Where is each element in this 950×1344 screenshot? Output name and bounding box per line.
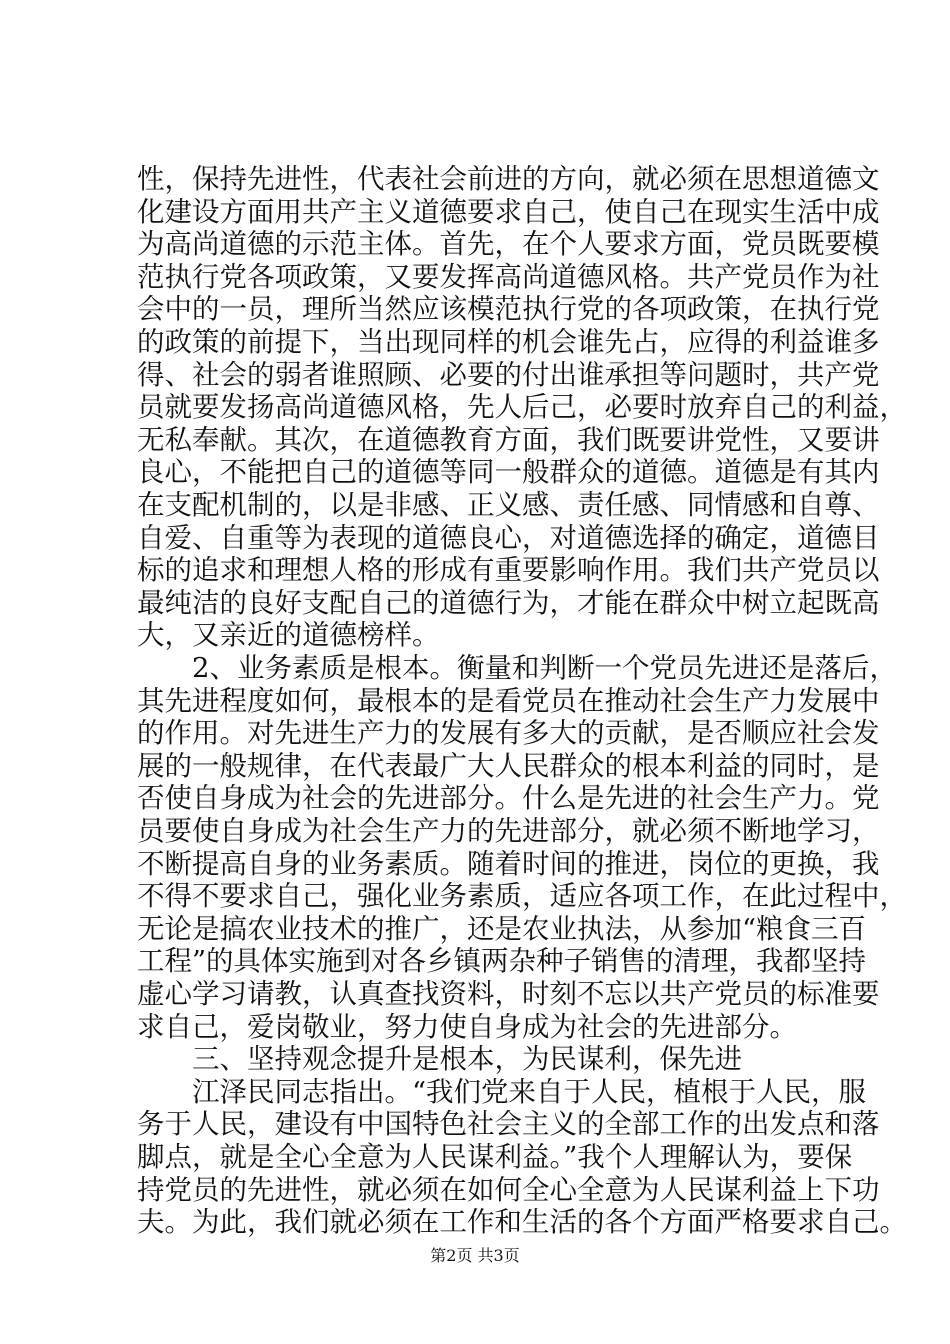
text-line: 否使自身成为社会的先进部分。什么是先进的社会生产力。党: [137, 782, 880, 815]
text-line: 夫。为此，我们就必须在工作和生活的各个方面严格要求自己。: [137, 1206, 907, 1239]
text-line: 范执行党各项政策，又要发挥高尚道德风格。共产党员作为社: [137, 260, 880, 293]
section-heading: 三、坚持观念提升是根本，为民谋利，保先进: [137, 1043, 742, 1076]
text-line: 脚点，就是全心全意为人民谋利益。”我个人理解认为，要保: [137, 1141, 853, 1173]
text-line: 自爱、自重等为表现的道德良心，对道德选择的确定，道德目: [137, 521, 880, 554]
text-line: 为高尚道德的示范主体。首先，在个人要求方面，党员既要模: [137, 228, 880, 261]
text-line: 员要使自身成为社会生产力的先进部分，就必须不断地学习，: [137, 815, 880, 847]
text-line: 标的追求和理想人格的形成有重要影响作用。我们共产党员以: [137, 554, 880, 587]
text-line: 持党员的先进性，就必须在如何全心全意为人民谋利益上下功: [137, 1173, 880, 1206]
page-footer: 第2页 共3页: [430, 1246, 520, 1265]
text-line: 虚心学习请教，认真查找资料，时刻不忘以共产党员的标准要: [137, 978, 880, 1010]
text-line: 其先进程度如何，最根本的是看党员在推动社会生产力发展中: [137, 684, 880, 717]
text-line: 工程”的具体实施到对各乡镇两杂种子销售的清理，我都坚持: [137, 945, 867, 978]
text-line: 会中的一员，理所当然应该模范执行党的各项政策，在执行党: [137, 293, 880, 326]
text-line: 最纯洁的良好支配自己的道德行为，才能在群众中树立起既高: [137, 586, 880, 619]
text-line: 不断提高自身的业务素质。随着时间的推进，岗位的更换，我: [137, 847, 880, 880]
text-line: 得、社会的弱者谁照顾、必要的付出谁承担等问题时，共产党: [137, 358, 880, 391]
text-line: 在支配机制的，以是非感、正义感、责任感、同情感和自尊、: [137, 489, 880, 521]
text-line: 员就要发扬高尚道德风格，先人后己，必要时放弃自己的利益，: [137, 391, 907, 424]
text-line: 无论是搞农业技术的推广，还是农业执法，从参加“粮食三百: [137, 912, 867, 945]
text-line: 江泽民同志指出。“我们党来自于人民，植根于人民，服: [137, 1075, 867, 1108]
text-line: 性，保持先进性，代表社会前进的方向，就必须在思想道德文: [137, 163, 880, 195]
text-line: 2、业务素质是根本。衡量和判断一个党员先进还是落后，: [137, 652, 897, 684]
text-line: 求自己，爱岗敬业，努力使自身成为社会的先进部分。: [137, 1010, 797, 1043]
text-line: 大，又亲近的道德榜样。: [137, 619, 440, 652]
text-line: 务于人民，建设有中国特色社会主义的全部工作的出发点和落: [137, 1108, 880, 1141]
text-line: 不得不要求自己，强化业务素质，适应各项工作，在此过程中，: [137, 880, 907, 913]
text-line: 的作用。对先进生产力的发展有多大的贡献，是否顺应社会发: [137, 717, 880, 750]
text-line: 化建设方面用共产主义道德要求自己，使自己在现实生活中成: [137, 195, 880, 228]
text-line: 无私奉献。其次，在道德教育方面，我们既要讲党性，又要讲: [137, 423, 880, 456]
text-line: 良心，不能把自己的道德等同一般群众的道德。道德是有其内: [137, 456, 880, 489]
text-line: 展的一般规律，在代表最广大人民群众的根本利益的同时，是: [137, 749, 880, 782]
text-line: 的政策的前提下，当出现同样的机会谁先占，应得的利益谁多: [137, 326, 880, 358]
